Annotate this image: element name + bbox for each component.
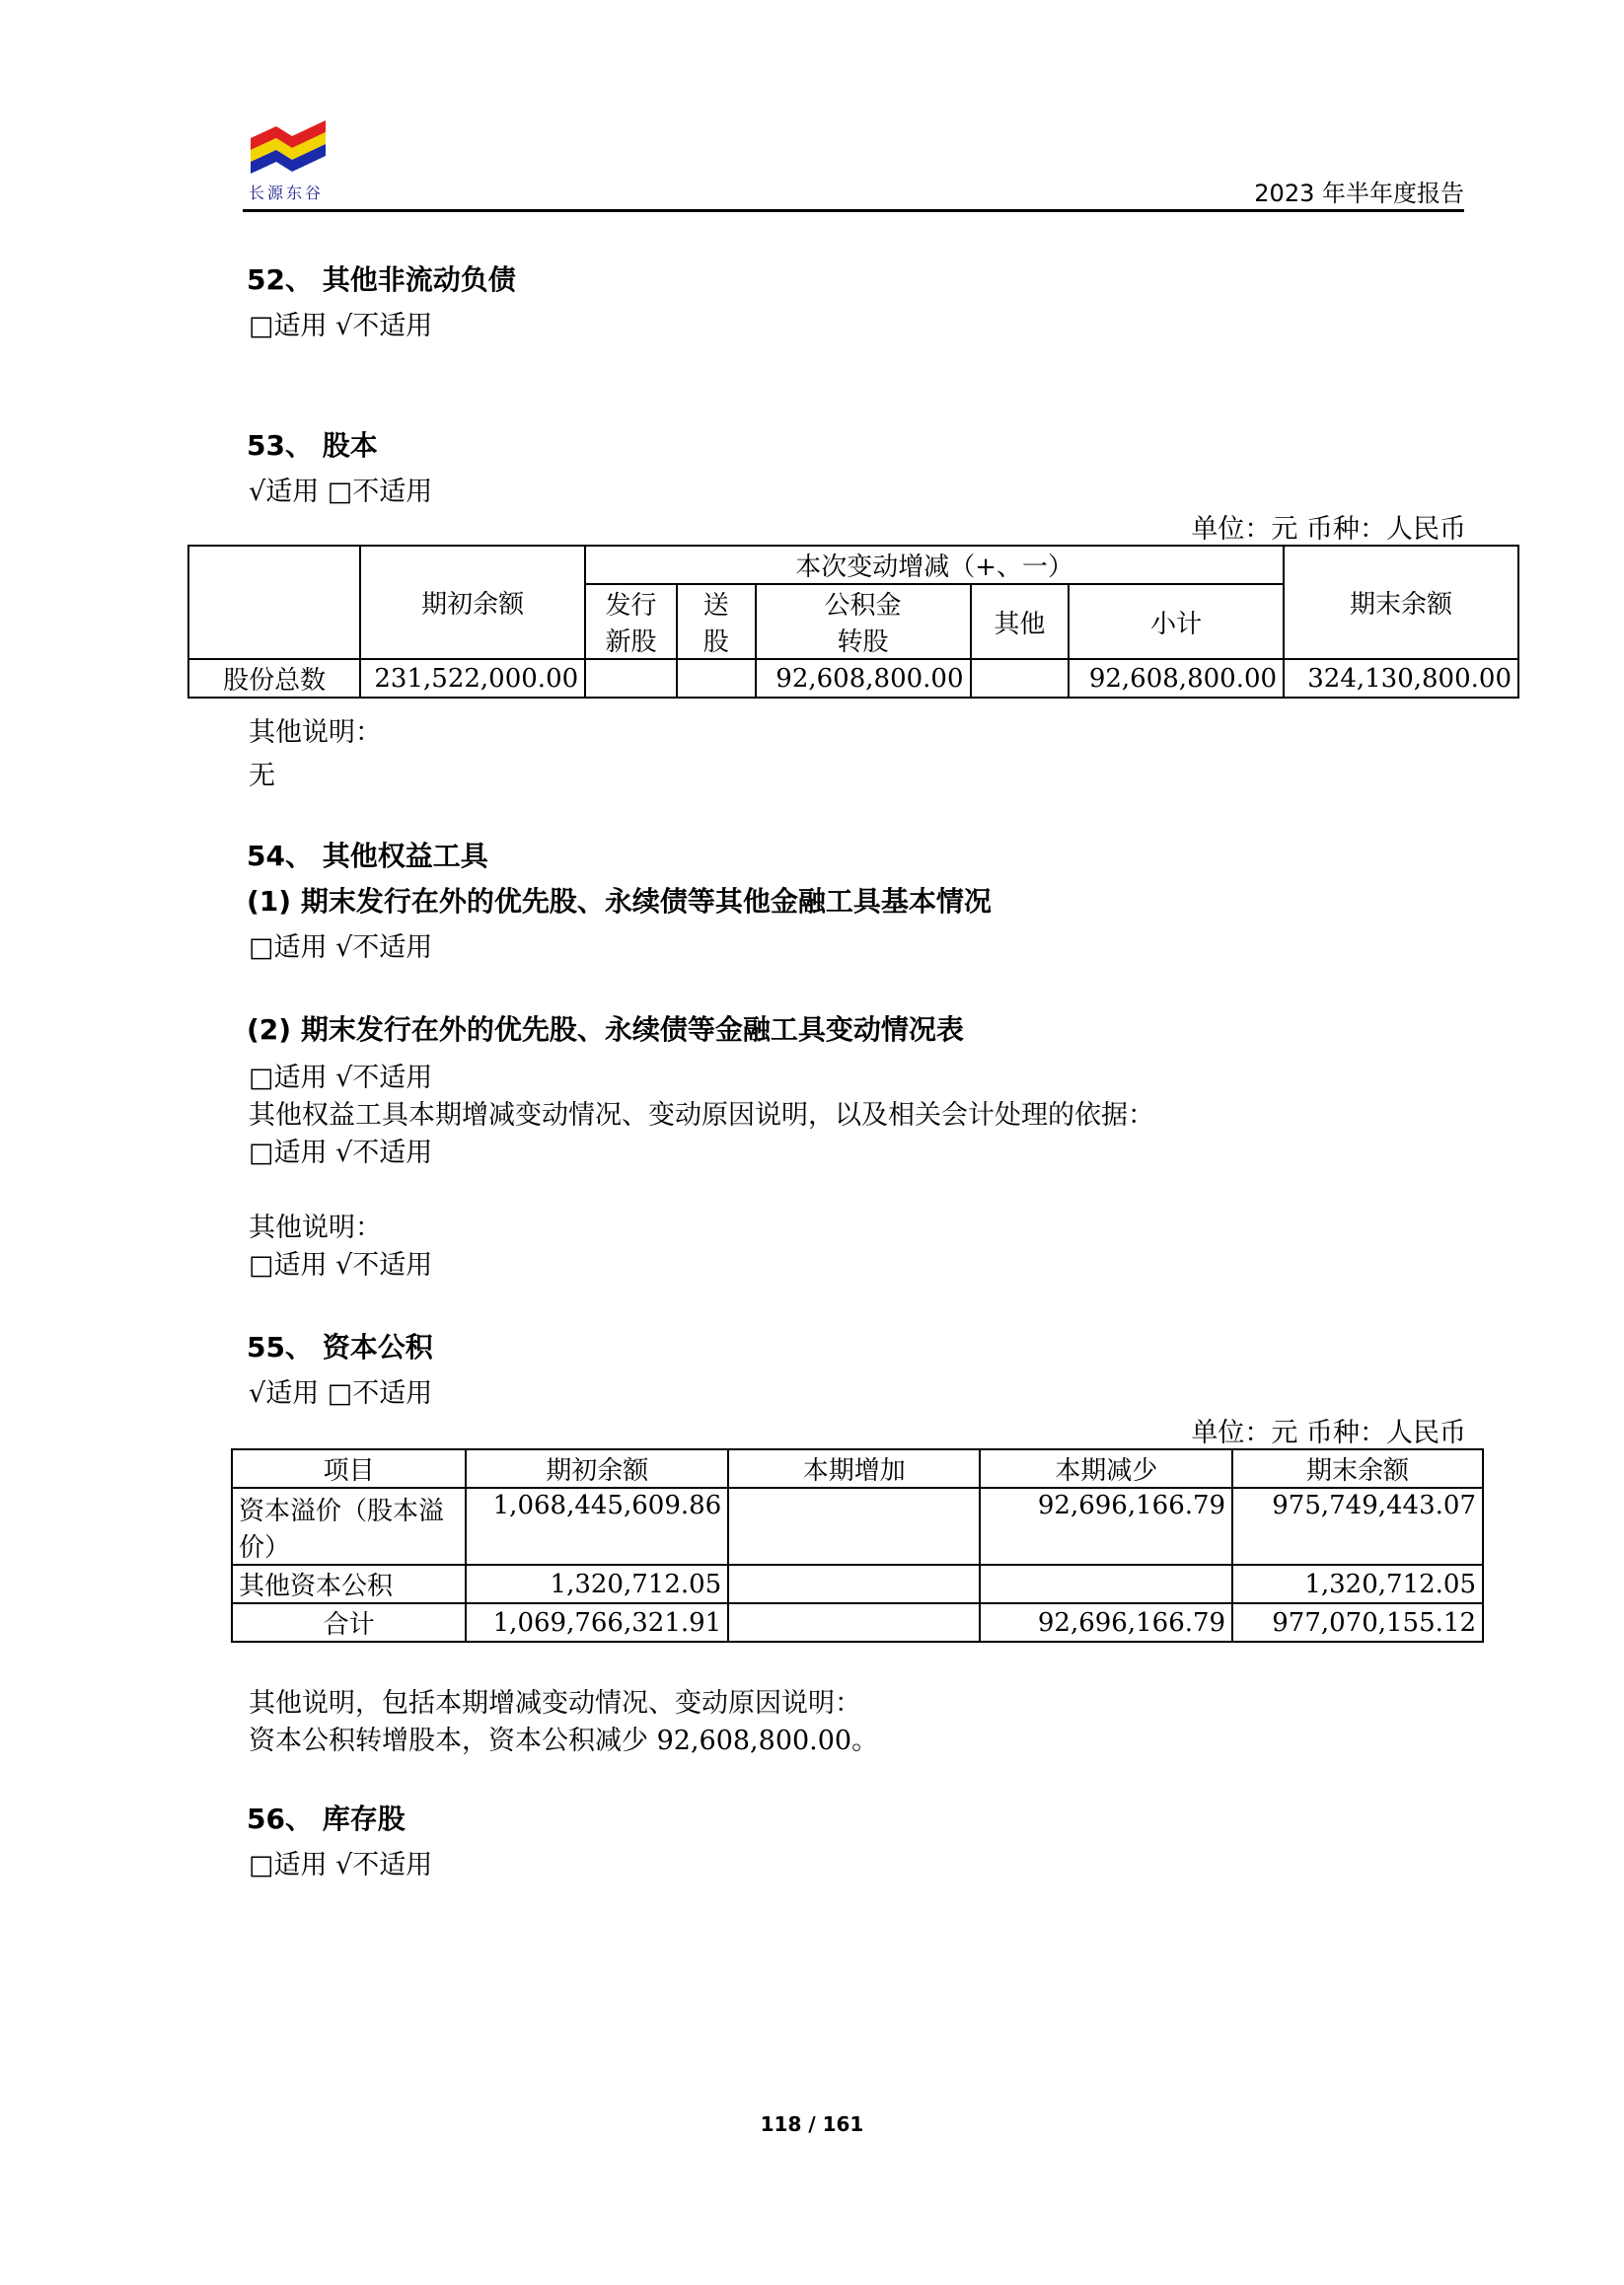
- header-subtotal: 小计: [1069, 584, 1284, 659]
- cell-decrease: [980, 1565, 1232, 1603]
- capital-reserve-table: [231, 1448, 1484, 1643]
- section-54-option-4: □适用 √不适用: [249, 1250, 433, 1281]
- cell-initial: 1,068,445,609.86: [466, 1488, 728, 1565]
- cell-end: 1,320,712.05: [1232, 1565, 1483, 1603]
- table-corner-cell: [188, 546, 360, 659]
- table-row: [232, 1488, 1483, 1565]
- row-label: 股份总数: [188, 659, 360, 698]
- section-56-option: □适用 √不适用: [249, 1850, 433, 1880]
- header-other: 其他: [971, 584, 1070, 659]
- section-52-title: 52、 其他非流动负债: [247, 263, 516, 296]
- cell-increase: [728, 1603, 980, 1642]
- page-number: 118 / 161: [760, 2112, 864, 2136]
- header-initial: 期初余额: [466, 1449, 728, 1488]
- table-row: [232, 1565, 1483, 1603]
- header-initial: 期初余额: [360, 546, 585, 659]
- cell-other: [971, 659, 1070, 698]
- section-54-note-label: 其他说明：: [249, 1213, 382, 1243]
- section-53-option: √适用 □不适用: [249, 477, 433, 507]
- header-decrease: 本期减少: [980, 1449, 1232, 1488]
- cell-item: 其他资本公积: [232, 1565, 466, 1603]
- section-53-note: 无: [249, 761, 275, 791]
- report-title: 2023 年半年度报告: [1254, 180, 1464, 207]
- section-54-option-3: □适用 √不适用: [249, 1138, 433, 1168]
- header-item: 项目: [232, 1449, 466, 1488]
- section-55-unit: 单位：元 币种：人民币: [1191, 1418, 1466, 1448]
- header-increase: 本期增加: [728, 1449, 980, 1488]
- table-row: [188, 659, 1518, 698]
- section-53-title: 53、 股本: [247, 429, 378, 462]
- section-54-sub1: (1) 期末发行在外的优先股、永续债等其他金融工具基本情况: [247, 885, 992, 918]
- share-capital-table: [187, 545, 1519, 699]
- header-end: 期末余额: [1232, 1449, 1483, 1488]
- cell-end: 975,749,443.07: [1232, 1488, 1483, 1565]
- cell-initial: 1,069,766,321.91: [466, 1603, 728, 1642]
- section-53-unit: 单位：元 币种：人民币: [1191, 514, 1466, 545]
- cell-end: 324,130,800.00: [1284, 659, 1518, 698]
- cell-item: 合计: [232, 1603, 466, 1642]
- cell-increase: [728, 1488, 980, 1565]
- cell-bonus: [677, 659, 756, 698]
- table-row: [232, 1603, 1483, 1642]
- section-55-option: √适用 □不适用: [249, 1378, 433, 1409]
- cell-item: 资本溢价（股本溢价）: [232, 1488, 466, 1565]
- header-bonus-shares: 送 股: [677, 584, 756, 659]
- section-54-option-2: □适用 √不适用: [249, 1063, 433, 1093]
- company-logo: [247, 116, 330, 182]
- header-end: 期末余额: [1284, 546, 1518, 659]
- section-55-note-1: 其他说明，包括本期增减变动情况、变动原因说明：: [249, 1688, 861, 1719]
- cell-decrease: 92,696,166.79: [980, 1603, 1232, 1642]
- cell-initial: 1,320,712.05: [466, 1565, 728, 1603]
- cell-decrease: 92,696,166.79: [980, 1488, 1232, 1565]
- section-54-sub2: (2) 期末发行在外的优先股、永续债等金融工具变动情况表: [247, 1013, 964, 1046]
- section-52-option: □适用 √不适用: [249, 311, 433, 341]
- cell-end: 977,070,155.12: [1232, 1603, 1483, 1642]
- header-change: 本次变动增减（+、一）: [585, 546, 1284, 584]
- cell-initial: 231,522,000.00: [360, 659, 585, 698]
- section-54-title: 54、 其他权益工具: [247, 840, 488, 872]
- logo-text: 长源东谷: [249, 184, 325, 202]
- section-55-title: 55、 资本公积: [247, 1331, 433, 1364]
- cell-subtotal: 92,608,800.00: [1069, 659, 1284, 698]
- section-55-note-2: 资本公积转增股本，资本公积减少 92,608,800.00。: [249, 1726, 879, 1756]
- section-54-desc: 其他权益工具本期增减变动情况、变动原因说明，以及相关会计处理的依据：: [249, 1100, 1154, 1131]
- header-reserve-conversion: 公积金 转股: [756, 584, 971, 659]
- cell-reserve: 92,608,800.00: [756, 659, 971, 698]
- section-53-note-label: 其他说明：: [249, 717, 382, 748]
- cell-increase: [728, 1565, 980, 1603]
- section-54-option-1: □适用 √不适用: [249, 932, 433, 963]
- header-divider: [243, 209, 1464, 212]
- cell-new-shares: [585, 659, 677, 698]
- section-56-title: 56、 库存股: [247, 1803, 406, 1835]
- header-new-shares: 发行 新股: [585, 584, 677, 659]
